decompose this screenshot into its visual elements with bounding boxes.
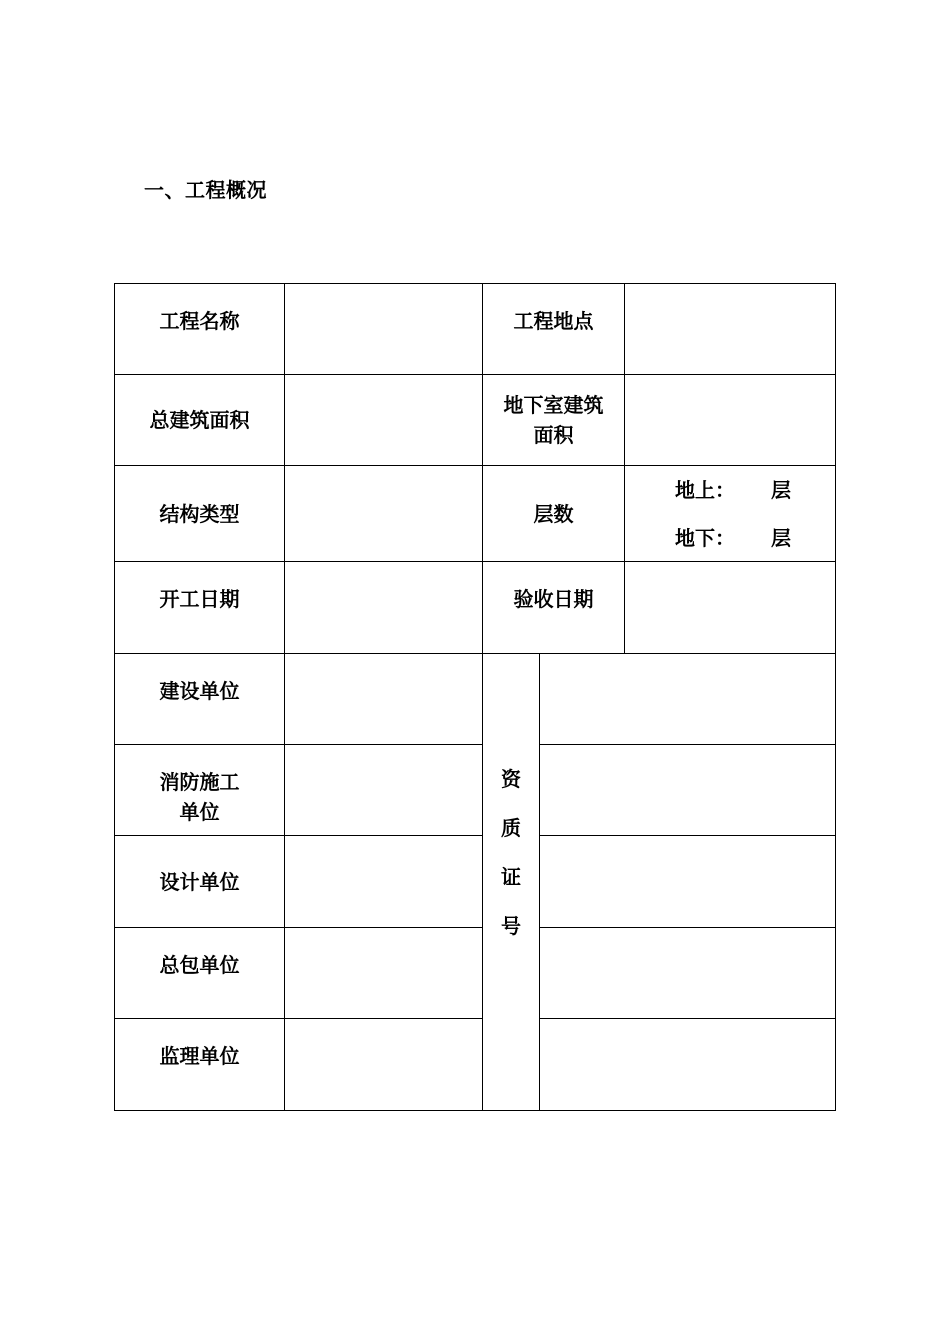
supervision-unit-label (114, 1018, 285, 1111)
acceptance-date-label-text: 验收日期 (513, 587, 594, 611)
floors-above-row (675, 475, 791, 505)
fire-contractor-field[interactable] (284, 744, 483, 836)
floor-count-label (482, 465, 625, 562)
project-name-field[interactable] (284, 283, 483, 375)
floors-below-label: 地下： (675, 525, 735, 550)
floors-below-unit: 层 (771, 525, 791, 550)
project-location-label-text: 工程地点 (513, 309, 594, 333)
floors-above-unit: 层 (771, 477, 791, 502)
total-area-field[interactable] (284, 374, 483, 466)
structure-type-label-text: 结构类型 (159, 501, 240, 526)
construction-unit-label (114, 653, 285, 745)
project-location-field[interactable] (624, 283, 836, 375)
supervision-unit-label-text: 监理单位 (159, 1044, 240, 1068)
acceptance-date-label (482, 561, 625, 654)
total-area-label (114, 374, 285, 466)
floors-below-row (675, 523, 791, 553)
supervision-unit-field[interactable] (284, 1018, 483, 1111)
supervision-unit-cert-field[interactable] (539, 1018, 836, 1111)
basement-area-field[interactable] (624, 374, 836, 466)
qualification-char-2: 质 (501, 816, 521, 840)
start-date-label (114, 561, 285, 654)
project-name-label-text: 工程名称 (159, 309, 240, 333)
project-name-label (114, 283, 285, 375)
construction-unit-label-text: 建设单位 (159, 679, 240, 703)
design-unit-field[interactable] (284, 835, 483, 928)
fire-contractor-label-line2: 单位 (179, 800, 220, 824)
design-unit-cert-field[interactable] (539, 835, 836, 928)
fire-contractor-cert-field[interactable] (539, 744, 836, 836)
section-heading: 一、工程概况 (144, 178, 267, 202)
fire-contractor-label-line1: 消防施工 (159, 770, 240, 794)
qualification-char-4: 号 (501, 914, 521, 938)
start-date-label-text: 开工日期 (159, 587, 240, 611)
floor-count-field[interactable] (624, 465, 836, 562)
project-overview-table (114, 283, 836, 1111)
construction-unit-cert-field[interactable] (539, 653, 836, 745)
total-area-label-text: 总建筑面积 (149, 408, 250, 432)
design-unit-label (114, 835, 285, 928)
start-date-field[interactable] (284, 561, 483, 654)
qualification-char-1: 资 (501, 767, 521, 791)
basement-area-label (482, 374, 625, 466)
qualification-char-3: 证 (501, 865, 521, 889)
construction-unit-field[interactable] (284, 653, 483, 745)
basement-area-label-line1: 地下室建筑 (503, 393, 604, 417)
project-location-label (482, 283, 625, 375)
fire-contractor-label (114, 744, 285, 836)
floor-count-label-text: 层数 (533, 501, 574, 526)
general-contractor-label-text: 总包单位 (159, 953, 240, 977)
general-contractor-field[interactable] (284, 927, 483, 1019)
acceptance-date-field[interactable] (624, 561, 836, 654)
design-unit-label-text: 设计单位 (159, 869, 240, 894)
floors-above-label: 地上： (675, 477, 735, 502)
qualification-cert-label (482, 653, 540, 1111)
general-contractor-label (114, 927, 285, 1019)
structure-type-label (114, 465, 285, 562)
basement-area-label-line2: 面积 (533, 423, 574, 447)
structure-type-field[interactable] (284, 465, 483, 562)
general-contractor-cert-field[interactable] (539, 927, 836, 1019)
